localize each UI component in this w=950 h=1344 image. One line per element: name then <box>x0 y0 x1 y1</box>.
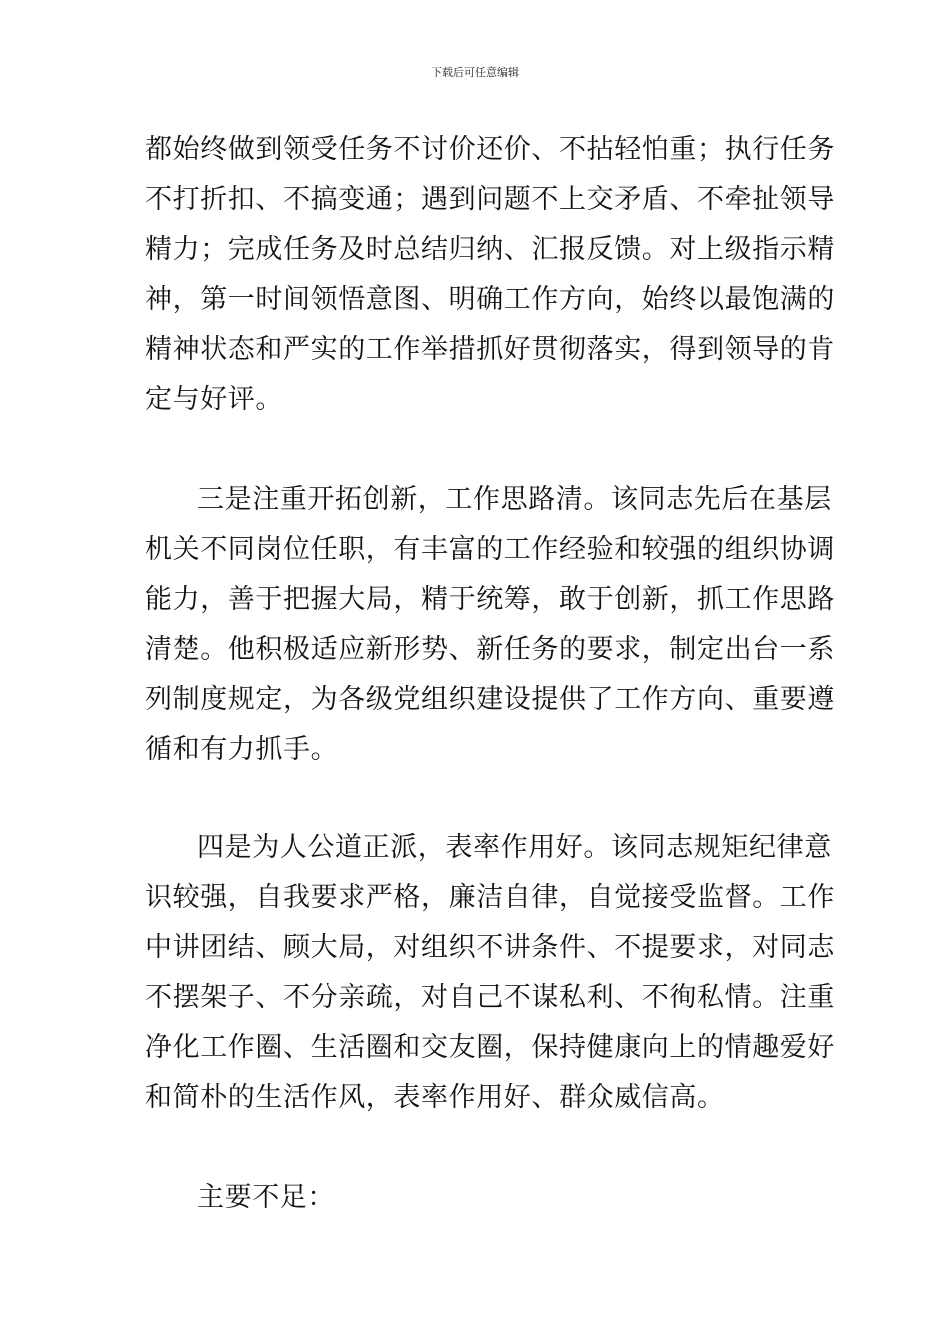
text-line: 精力；完成任务及时总结归纳、汇报反馈。对上级指示精 <box>145 234 835 265</box>
text-line: 机关不同岗位任职，有丰富的工作经验和较强的组织协调 <box>145 534 835 565</box>
text-line: 循和有力抓手。 <box>145 734 339 765</box>
text-line: 识较强，自我要求严格，廉洁自律，自觉接受监督。工作 <box>145 882 835 913</box>
text-line: 不摆架子、不分亲疏，对自己不谋私利、不徇私情。注重 <box>145 982 835 1013</box>
text-line: 三是注重开拓创新，工作思路清。该同志先后在基层 <box>197 484 832 515</box>
text-line: 神，第一时间领悟意图、明确工作方向，始终以最饱满的 <box>145 284 835 315</box>
text-line: 和简朴的生活作风，表率作用好、群众威信高。 <box>145 1082 725 1113</box>
section-heading: 主要不足： <box>197 1182 335 1213</box>
text-line: 净化工作圈、生活圈和交友圈，保持健康向上的情趣爱好 <box>145 1032 835 1063</box>
text-line: 能力，善于把握大局，精于统筹，敢于创新，抓工作思路 <box>145 584 835 615</box>
text-line: 四是为人公道正派，表率作用好。该同志规矩纪律意 <box>197 832 832 863</box>
text-line: 都始终做到领受任务不讨价还价、不拈轻怕重；执行任务 <box>145 134 835 165</box>
text-line: 定与好评。 <box>145 384 283 415</box>
text-line: 不打折扣、不搞变通；遇到问题不上交矛盾、不牵扯领导 <box>145 184 835 215</box>
page-header: 下载后可任意编辑 <box>431 66 519 79</box>
text-line: 列制度规定，为各级党组织建设提供了工作方向、重要遵 <box>145 684 835 715</box>
text-line: 清楚。他积极适应新形势、新任务的要求，制定出台一系 <box>145 634 835 665</box>
text-line: 精神状态和严实的工作举措抓好贯彻落实，得到领导的肯 <box>145 334 835 365</box>
text-line: 中讲团结、顾大局，对组织不讲条件、不提要求，对同志 <box>145 932 835 963</box>
